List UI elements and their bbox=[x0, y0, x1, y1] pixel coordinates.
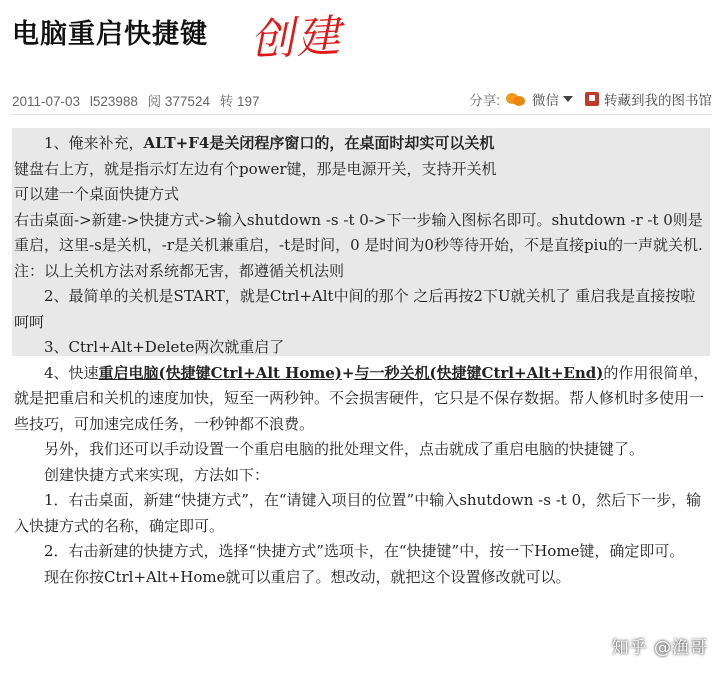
share-label: 分享: bbox=[469, 93, 500, 108]
zhihu-watermark: 知乎 @渔哥 bbox=[611, 638, 708, 658]
wechat-icon[interactable] bbox=[506, 91, 526, 107]
page-title: 电脑重启快捷键 bbox=[12, 19, 208, 50]
paragraph-1-lead: 1、俺来补充， bbox=[44, 134, 144, 152]
paragraph-1 bbox=[14, 131, 710, 157]
paragraph-10: 创建快捷方式来实现，方法如下： bbox=[44, 465, 270, 484]
restart-shortcut-link[interactable]: 重启电脑(快捷键Ctrl+Alt Home) bbox=[98, 363, 342, 382]
paragraph-4: 右击桌面->新建->快捷方式->输入shutdown -s -t 0->下一步输入图标名即可。shutdown -r -t 0则是重启，这里-s是关机，-r是关机兼重启，-t是时间，0 是时间为0秒等待开始，不是直接piu的一声就关机. bbox=[14, 210, 703, 254]
paragraph-8 bbox=[14, 361, 710, 438]
chevron-down-icon[interactable] bbox=[563, 96, 573, 102]
paragraph-11: 1．右击桌面，新建“快捷方式”，在“请键入项目的位置”中输入shutdown -s -t 0，然后下一步，输入快捷方式的名称，确定即可。 bbox=[14, 491, 702, 535]
paragraph-2: 键盘右上方，就是指示灯左边有个power键，那是电源开关，支持开关机 bbox=[14, 159, 497, 178]
handwritten-annotation: 创建 bbox=[248, 10, 344, 67]
header-divider bbox=[12, 114, 712, 115]
shutdown-shortcut-link[interactable]: 与一秒关机(快捷键Ctrl+Alt+End) bbox=[354, 363, 604, 382]
paragraph-13: 现在你按Ctrl+Alt+Home就可以重启了。想改动，就把这个设置修改就可以。 bbox=[44, 567, 571, 586]
paragraph-1-bold: ALT+F4是关闭程序窗口的，在桌面时却实可以关机 bbox=[143, 134, 495, 152]
save-to-library-link[interactable]: 转藏到我的图书馆 bbox=[604, 93, 712, 108]
paragraph-8-tail: 的作用很简单，就是把重启和关机的速度加快，短至一两秒钟。不会损害硬件，它只是不保存数据。帮人修机时多使用一些技巧，可加速完成任务，一秒钟都不浪费。 bbox=[14, 363, 709, 433]
paragraph-8-lead: 4、快速 bbox=[44, 363, 99, 382]
paragraph-9: 另外，我们还可以手动设置一个重启电脑的批处理文件，点击就成了重启电脑的快捷键了。 bbox=[44, 440, 645, 458]
paragraph-3: 可以建一个桌面快捷方式 bbox=[14, 185, 180, 203]
bookmark-icon[interactable] bbox=[585, 92, 599, 106]
plus-sign: + bbox=[341, 363, 355, 382]
paragraph-6: 2、最简单的关机是START，就是Ctrl+Alt中间的那个 之后再按2下U就关机了 重启我是直接按啦 呵呵 bbox=[14, 287, 696, 331]
post-date: 2011-07-03 bbox=[12, 94, 81, 109]
share-bar bbox=[469, 89, 712, 109]
post-author[interactable]: l523988 bbox=[89, 94, 138, 109]
wechat-share-link[interactable]: 微信 bbox=[532, 93, 559, 108]
view-count: 阅 377524 bbox=[147, 94, 210, 109]
paragraph-7: 3、Ctrl+Alt+Delete两次就重启了 bbox=[44, 338, 285, 356]
paragraph-12: 2．右击新建的快捷方式，选择“快捷方式”选项卡，在“快捷键”中，按一下Home键，确定即可。 bbox=[44, 542, 685, 560]
article-body bbox=[14, 131, 710, 590]
paragraph-5: 注：以上关机方法对系统都无害，都遵循关机法则 bbox=[14, 261, 345, 280]
repost-count: 转 197 bbox=[219, 94, 260, 109]
post-meta bbox=[12, 90, 266, 110]
